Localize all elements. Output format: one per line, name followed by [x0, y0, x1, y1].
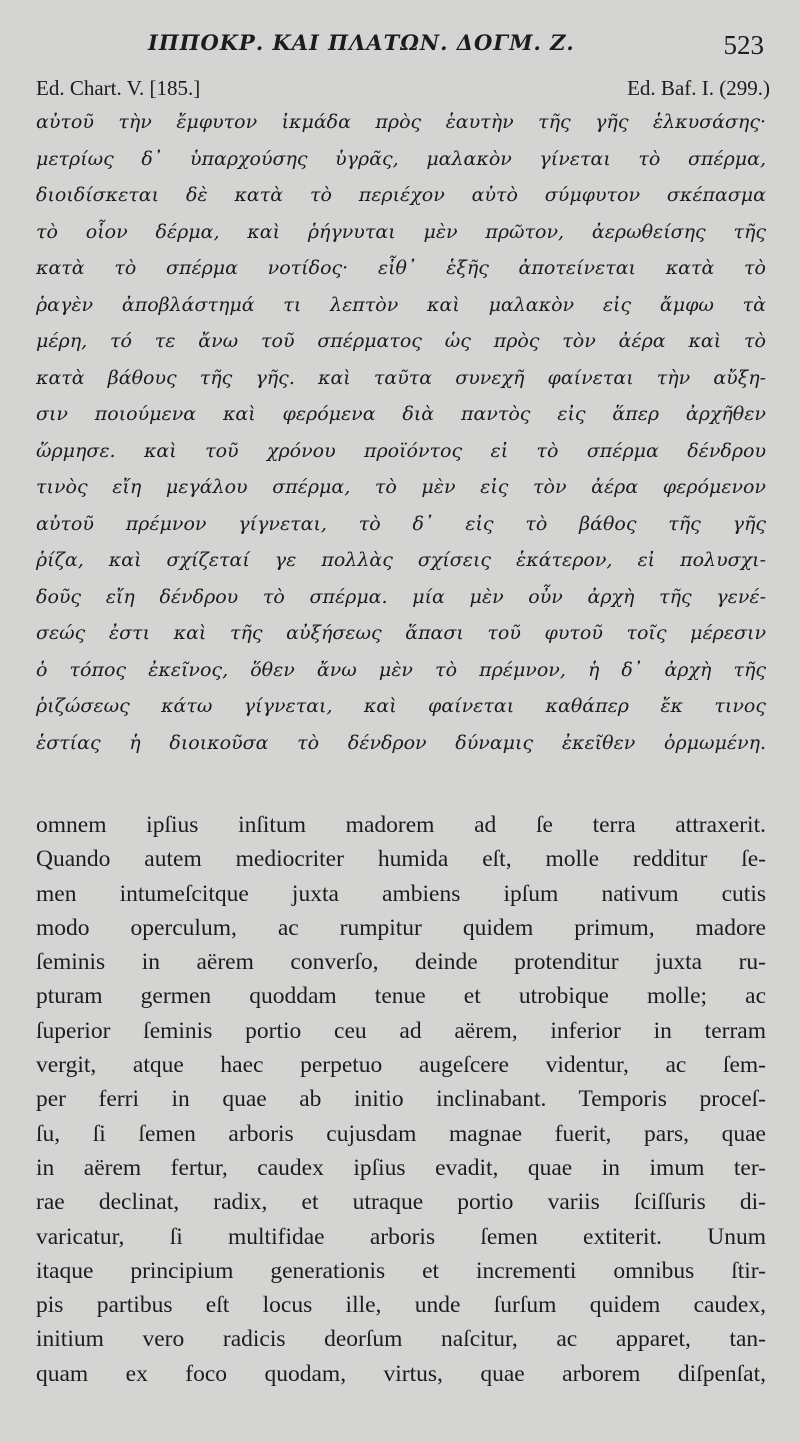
latin-text-line: pis partibus eſt locus ille, unde ſurſum quidem caudex, [36, 1292, 766, 1319]
greek-text-line: κατὰ τὸ σπέρμα νοτίδος· εἶθ᾽ ἑξῆς ἀποτείνεται κατὰ τὸ [36, 257, 766, 279]
latin-text-line: modo operculum, ac rumpitur quidem primum, madore [36, 914, 766, 941]
greek-text-line: ῥιζώσεως κάτω γίγνεται, καὶ φαίνεται καθάπερ ἔκ τινος [36, 695, 766, 717]
greek-text-line: δοῦς εἴη δένδρου τὸ σπέρμα. μία μὲν οὖν ἀρχὴ τῆς γενέ- [36, 585, 766, 608]
latin-text-line: men intumeſcitque juxta ambiens ipſum nativum cutis [36, 880, 766, 907]
greek-text-line: ὁ τόπος ἐκεῖνος, ὅθεν ἄνω μὲν τὸ πρέμνον, ἡ δ᾽ ἀρχὴ τῆς [36, 658, 766, 681]
greek-text-line: σιν ποιούμενα καὶ φερόμενα διὰ παντὸς εἰς ἅπερ ἀρχῆθεν [36, 403, 766, 425]
latin-text-line: quam ex foco quodam, virtus, quae arborem diſpenſat, [36, 1360, 766, 1387]
greek-text-line: ἑστίας ἡ διοικοῦσα τὸ δένδρον δύναμις ἐκεῖθεν ὁρμωμένη. [36, 731, 766, 754]
greek-text-line: ῥίζα, καὶ σχίζεταί γε πολλὰς σχίσεις ἑκάτερον, εἰ πολυσχι- [36, 549, 766, 571]
latin-text-line: Quando autem mediocriter humida eſt, molle redditur ſe- [36, 846, 766, 873]
latin-text-line: in aërem fertur, caudex ipſius evadit, quae in imum ter- [36, 1154, 766, 1181]
greek-text-block [36, 104, 766, 761]
greek-text-line: τινὸς εἴη μεγάλου σπέρμα, τὸ μὲν εἰς τὸν ἀέρα φερόμενον [36, 476, 766, 498]
latin-text-line: varicatur, ſi multifidae arboris ſemen extiterit. Unum [36, 1223, 766, 1250]
greek-text-line: διοιδίσκεται δὲ κατὰ τὸ περιέχον αὐτὸ σύμφυτον σκέπασμα [36, 184, 766, 206]
greek-text-line: κατὰ βάθους τῆς γῆς. καὶ ταῦτα συνεχῆ φαίνεται τὴν αὔξη- [36, 366, 766, 389]
latin-text-line: ſuperior ſeminis portio ceu ad aërem, inferior in terram [36, 1017, 766, 1044]
latin-text-block [36, 808, 766, 1391]
latin-text-line: vergit, atque haec perpetuo augeſcere videntur, ac ſem- [36, 1052, 766, 1079]
greek-text-line: αὐτοῦ πρέμνον γίγνεται, τὸ δ᾽ εἰς τὸ βάθος τῆς γῆς [36, 512, 766, 535]
greek-text-line: μέρη, τό τε ἄνω τοῦ σπέρματος ὡς πρὸς τὸν ἀέρα καὶ τὸ [36, 330, 766, 352]
latin-text-line: ſu, ſi ſemen arboris cujusdam magnae fuerit, pars, quae [36, 1120, 766, 1147]
edition-references [36, 76, 770, 102]
greek-text-line: σεώς ἐστι καὶ τῆς αὐξήσεως ἅπασι τοῦ φυτοῦ τοῖς μέρεσιν [36, 622, 766, 644]
latin-text-line: omnem ipſius inſitum madorem ad ſe terra attraxerit. [36, 812, 766, 838]
greek-text-line: τὸ οἷον δέρμα, καὶ ῥήγνυται μὲν πρῶτον, ἀερωθείσης τῆς [36, 220, 766, 243]
greek-text-line: ὥρμησε. καὶ τοῦ χρόνου προϊόντος εἰ τὸ σπέρμα δένδρου [36, 439, 766, 462]
page-number: 523 [723, 30, 764, 60]
greek-text-line: μετρίως δ᾽ ὑπαρχούσης ὑγρᾶς, μαλακὸν γίνεται τὸ σπέρμα, [36, 147, 766, 170]
edition-basel-ref: Ed. Baf. I. (299.) [627, 76, 770, 100]
edition-chart-ref: Ed. Chart. V. [185.] [36, 76, 201, 100]
greek-text-line: ῥαγὲν ἀποβλάστημά τι λεπτὸν καὶ μαλακὸν εἰς ἄμφω τὰ [36, 293, 766, 316]
latin-text-line: initium vero radicis deorſum naſcitur, ac apparet, tan- [36, 1326, 766, 1353]
latin-text-line: rae declinat, radix, et utraque portio variis ſciſſuris di- [36, 1189, 766, 1216]
running-head [30, 30, 770, 62]
latin-text-line: itaque principium generationis et incrementi omnibus ſtir- [36, 1257, 766, 1284]
greek-text-line: αὐτοῦ τὴν ἔμφυτον ἰκμάδα πρὸς ἑαυτὴν τῆς γῆς ἑλκυσάσης· [36, 111, 766, 133]
latin-text-line: pturam germen quoddam tenue et utrobique molle; ac [36, 983, 766, 1010]
running-title: ΙΠΠΟΚΡ. ΚΑΙ ΠΛΑΤΩΝ. ΔΟΓΜ. Ζ. [148, 30, 575, 55]
latin-text-line: ſeminis in aërem converſo, deinde protenditur juxta ru- [36, 949, 766, 976]
latin-text-line: per ferri in quae ab initio inclinabant. Temporis proceſ- [36, 1086, 766, 1113]
